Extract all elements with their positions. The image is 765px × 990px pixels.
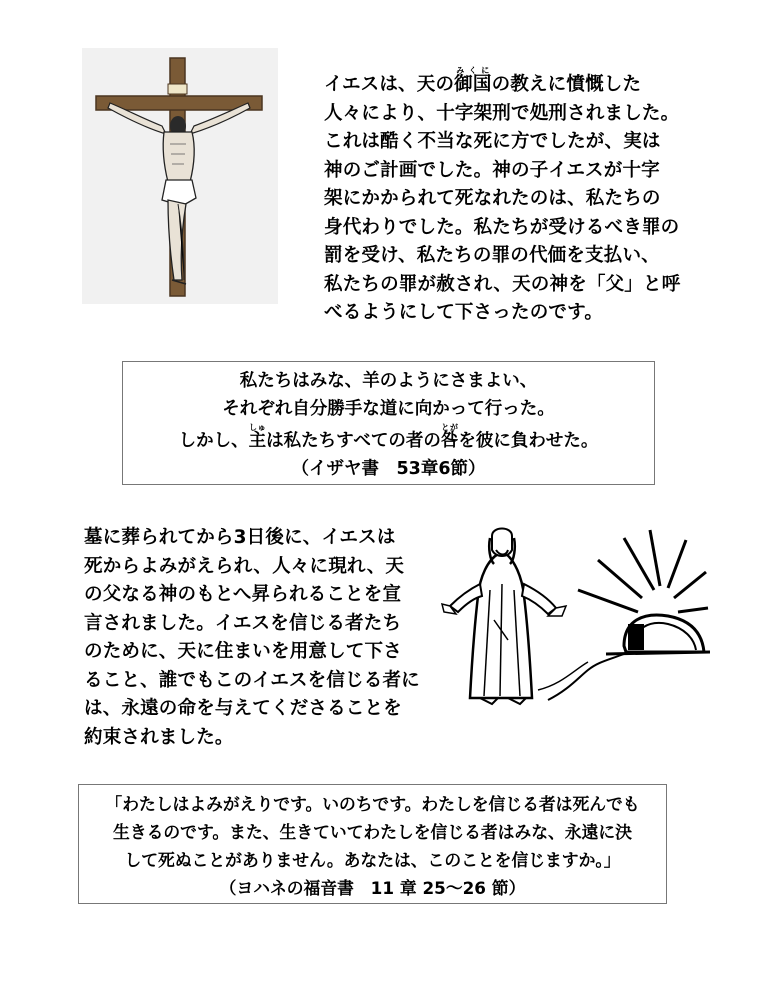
quote-line: 「わたしはよみがえりです。いのちです。わたしを信じる者は死んでも [105, 794, 640, 814]
quote-citation: （ヨハネの福音書 11 章 25～26 節） [219, 878, 526, 898]
text-line: 架にかかられて死なれたのは、私たちの [324, 188, 661, 209]
text-line: 死からよみがえられ、人々に現れ、天 [84, 555, 405, 577]
intro-paragraph [324, 66, 680, 328]
text-line: のために、天に住まいを用意して下さ [84, 641, 402, 662]
john-quote-box [78, 784, 667, 904]
quote-citation: （イザヤ書 53章6節） [291, 459, 486, 479]
text-line: 人々により、十字架刑で処刑されました。 [324, 102, 680, 124]
text-line: 言されました。イエスを信じる者たち [84, 612, 402, 634]
risen-christ-image [428, 520, 710, 716]
text-line: ること、誰でもこのイエスを信じる者に [84, 669, 420, 691]
text-line: の父なる神のもとへ昇られることを宣 [84, 584, 402, 605]
quote-line: それぞれ自分勝手な道に向かって行った。 [222, 399, 555, 419]
text-line: 墓に葬られてから3日後に、イエスは [84, 527, 396, 548]
quote-line: しかし、主しゅは私たちすべての者の咎とがを彼に負わせた。 [178, 423, 599, 451]
text-line: 約束されました。 [84, 726, 234, 748]
isaiah-quote-box [122, 361, 655, 485]
text-line: べるようにして下さったのです。 [324, 302, 604, 323]
risen-christ-icon [428, 520, 710, 716]
text-line: 罰を受け、私たちの罪の代価を支払い、 [324, 245, 660, 266]
quote-line: 生きるのです。また、生きていてわたしを信じる者はみな、永遠に決 [113, 822, 632, 842]
text-line: イエスは、天の御国みくにの教えに憤慨した [324, 66, 642, 95]
text-line: 神のご計画でした。神の子イエスが十字 [324, 159, 660, 181]
resurrection-paragraph [84, 524, 420, 752]
quote-line: 私たちはみな、羊のようにさまよい、 [239, 371, 538, 391]
text-line: これは酷く不当な死に方でしたが、実は [324, 131, 661, 152]
text-line: 身代わりでした。私たちが受けるべき罪の [324, 216, 680, 238]
text-line: 私たちの罪が赦され、天の神を「父」と呼 [324, 273, 681, 295]
text-line: は、永遠の命を与えてくださることを [84, 698, 402, 719]
quote-line: して死ぬことがありません。あなたは、このことを信じますか。」 [124, 850, 621, 870]
crucifix-icon [82, 48, 278, 304]
crucifix-image [82, 48, 278, 304]
